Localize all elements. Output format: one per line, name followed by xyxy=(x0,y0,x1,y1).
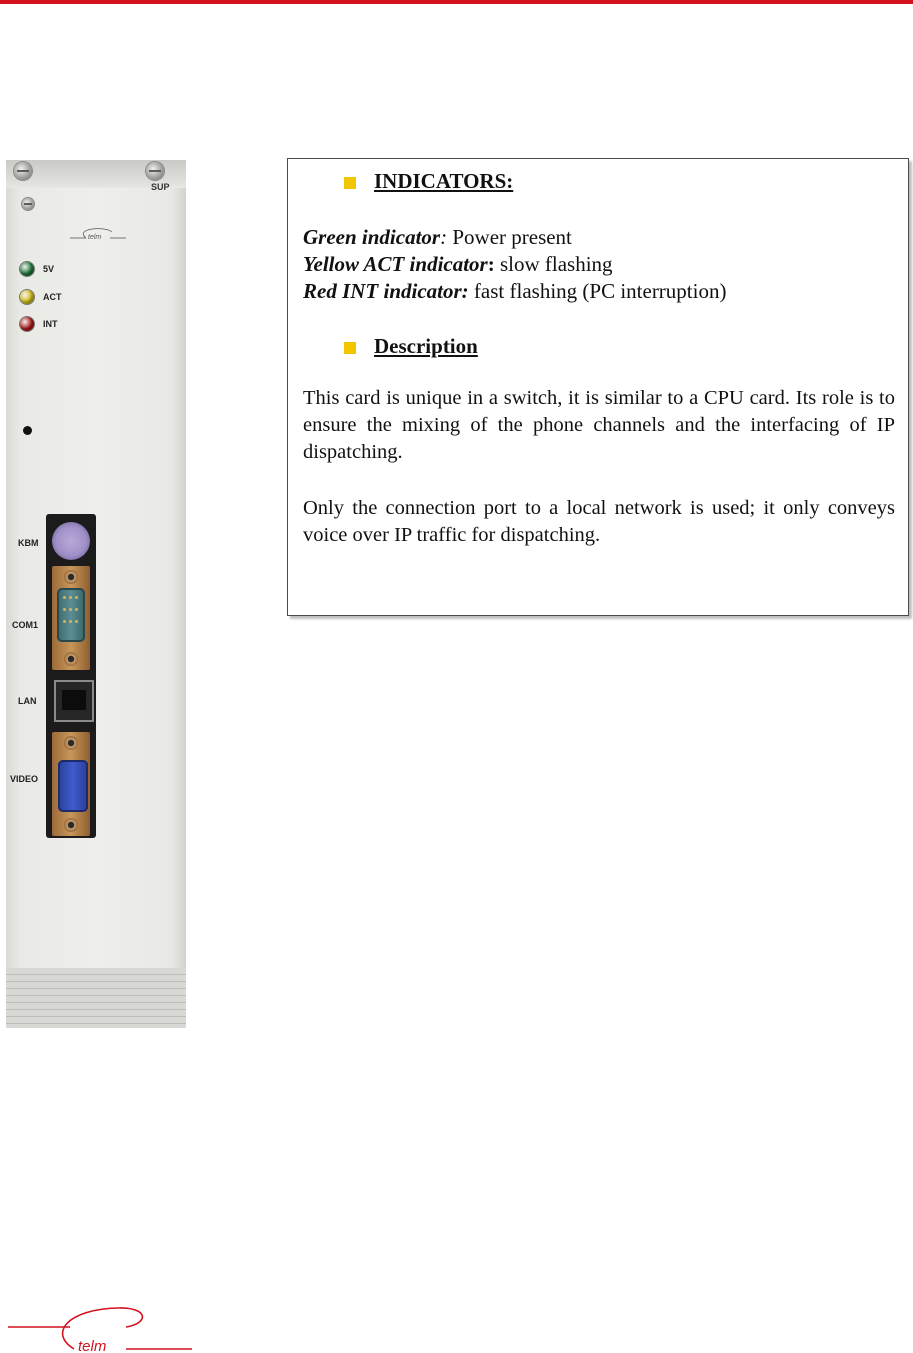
cpu-card-photo xyxy=(6,160,186,1028)
led-int-icon xyxy=(20,317,34,331)
screw-nut-icon xyxy=(64,652,78,666)
indicator-line-yellow xyxy=(303,252,613,277)
description-paragraph-2: Only the connection port to a local network is used; it only conveys voice over IP traffic for dispatching. xyxy=(303,497,895,546)
description-paragraph-1: This card is unique in a switch, it is similar to a CPU card. Its role is to ensure the mixing of the phone channels and the interfacing of IP dispatching. xyxy=(303,387,895,463)
port-label-com1: COM1 xyxy=(12,620,39,630)
telm-footer-logo-icon xyxy=(8,1305,198,1353)
led-label-int: INT xyxy=(43,319,58,329)
bullet-icon xyxy=(344,342,356,354)
sup-label: SUP xyxy=(151,182,170,192)
indicator-sep: : xyxy=(487,252,500,276)
ethernet-port-icon xyxy=(54,680,94,722)
screw-nut-icon xyxy=(64,570,78,584)
led-label-act: ACT xyxy=(43,292,62,302)
led-act-icon xyxy=(20,290,34,304)
indicator-text: Power present xyxy=(452,225,572,249)
indicator-text: fast flashing (PC interruption) xyxy=(473,279,727,303)
screw-nut-icon xyxy=(64,736,78,750)
indicator-line-red xyxy=(303,279,726,304)
screw-icon xyxy=(22,198,34,210)
vga-port-icon xyxy=(58,760,88,812)
serial-port-icon xyxy=(57,588,85,642)
screw-nut-icon xyxy=(64,818,78,832)
card-logo-text: telm xyxy=(88,234,102,241)
footer-logo-text: telm xyxy=(78,1338,107,1353)
indicator-text: slow flashing xyxy=(499,252,613,276)
reset-hole-icon xyxy=(23,426,32,435)
port-label-video: VIDEO xyxy=(10,774,39,784)
indicator-line-green xyxy=(303,225,572,250)
indicator-term: Red INT indicator: xyxy=(303,279,469,303)
info-box xyxy=(287,158,909,616)
led-5v-icon xyxy=(20,262,34,276)
telm-logo-icon xyxy=(68,224,128,244)
card-handle xyxy=(6,968,186,1028)
ps2-port-icon xyxy=(52,522,90,560)
description-heading: Description xyxy=(374,334,478,358)
port-label-lan: LAN xyxy=(18,696,37,706)
screw-icon xyxy=(146,162,164,180)
port-label-kbm: KBM xyxy=(18,538,39,548)
indicators-heading: INDICATORS: xyxy=(374,169,514,193)
screw-icon xyxy=(14,162,32,180)
led-label-5v: 5V xyxy=(43,264,55,274)
bullet-icon xyxy=(344,177,356,189)
indicator-term: Yellow ACT indicator xyxy=(303,252,488,276)
indicator-sep: : xyxy=(440,225,453,249)
indicator-term: Green indicator xyxy=(303,225,441,249)
top-red-rule xyxy=(0,0,913,4)
